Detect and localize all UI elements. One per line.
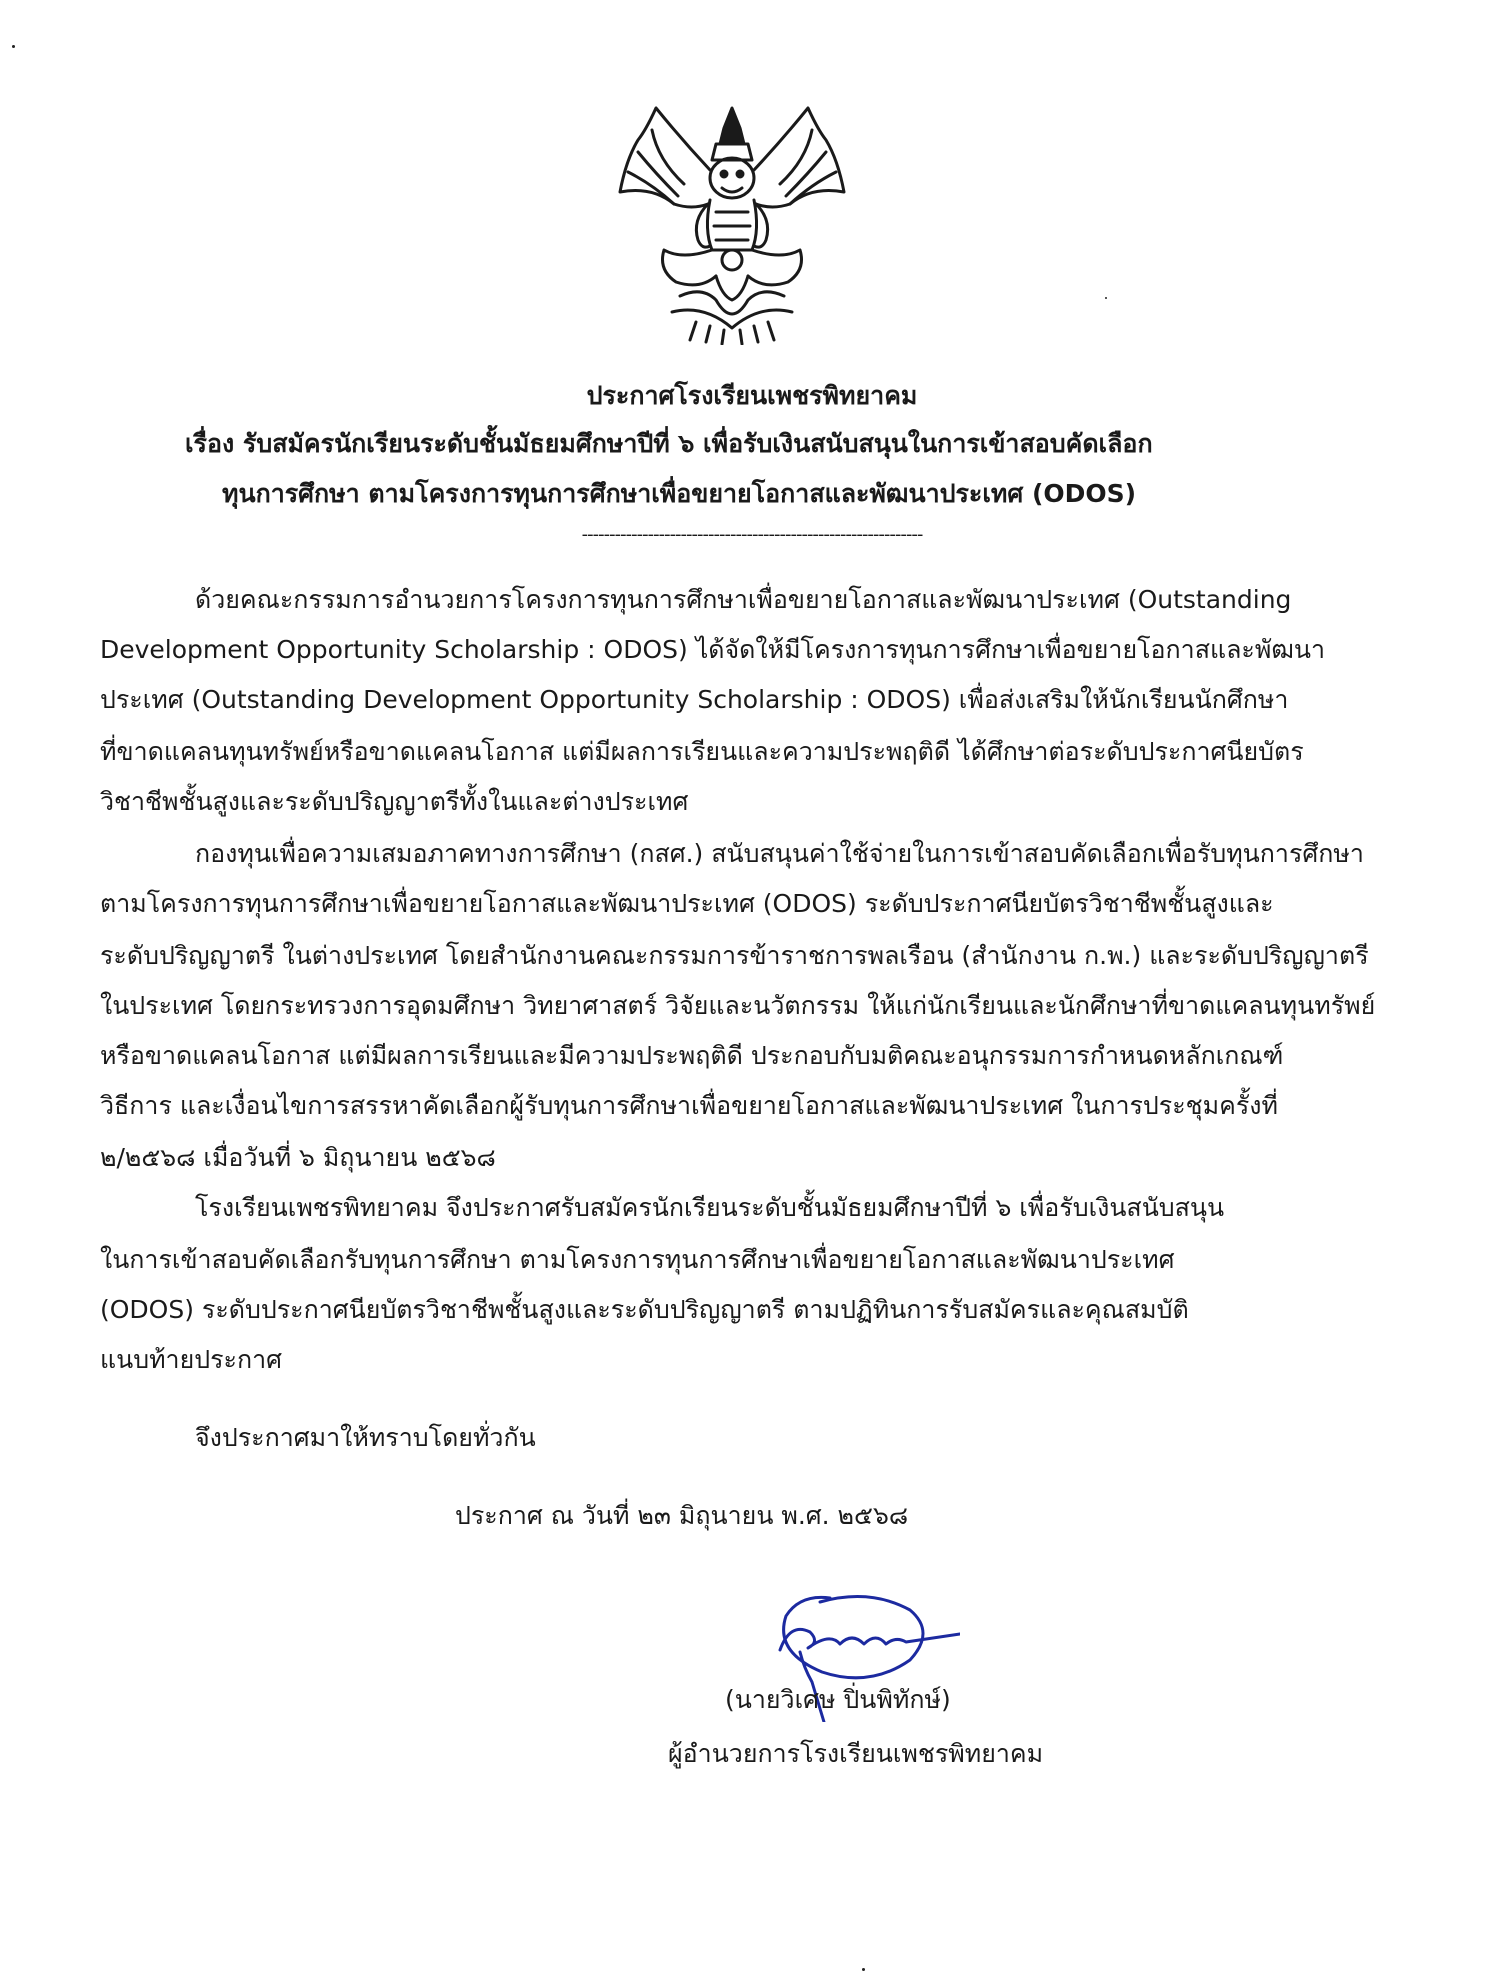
paragraph-line: ประเทศ (Outstanding Development Opportunity Scholarship : ODOS) เพื่อส่งเสริมให้นักเรียนนักศึกษา — [100, 685, 1289, 714]
paragraph-line: โรงเรียนเพชรพิทยาคม จึงประกาศรับสมัครนักเรียนระดับชั้นมัธยมศึกษาปีที่ ๖ เพื่อรับเงินสนับสนุน — [195, 1193, 1225, 1222]
paragraph-line: Development Opportunity Scholarship : ODOS) ได้จัดให้มีโครงการทุนการศึกษาเพื่อขยายโอกาสและพัฒนา — [100, 635, 1326, 664]
announcement-title: ประกาศโรงเรียนเพชรพิทยาคม — [586, 381, 918, 410]
paragraph-line: วิชาชีพชั้นสูงและระดับปริญญาตรีทั้งในและต่างประเทศ — [100, 787, 689, 816]
header-separator: -------------------------------------------------------------- — [581, 524, 923, 545]
paragraph-line: ที่ขาดแคลนทุนทรัพย์หรือขาดแคลนโอกาส แต่มีผลการเรียนและความประพฤติดี ได้ศึกษาต่อระดับประกาศนียบัตร — [100, 737, 1304, 766]
subject-line-1: เรื่อง รับสมัครนักเรียนระดับชั้นมัธยมศึกษาปีที่ ๖ เพื่อรับเงินสนับสนุนในการเข้าสอบคัดเลือก — [185, 429, 1153, 458]
subject-line-2: ทุนการศึกษา ตามโครงการทุนการศึกษาเพื่อขยายโอกาสและพัฒนาประเทศ (ODOS) — [222, 479, 1137, 508]
announcement-date: ประกาศ ณ วันที่ ๒๓ มิถุนายน พ.ศ. ๒๕๖๘ — [455, 1501, 909, 1530]
scan-speck — [12, 45, 15, 48]
paragraph-line: (ODOS) ระดับประกาศนียบัตรวิชาชีพชั้นสูงและระดับปริญญาตรี ตามปฏิทินการรับสมัครและคุณสมบัติ — [100, 1295, 1189, 1324]
scan-speck — [862, 1968, 865, 1971]
signatory-name: (นายวิเศษ ปิ่นพิทักษ์) — [725, 1685, 951, 1714]
paragraph-line: กองทุนเพื่อความเสมอภาคทางการศึกษา (กสศ.) สนับสนุนค่าใช้จ่ายในการเข้าสอบคัดเลือกเพื่อรับทุนการศึกษา — [195, 839, 1364, 868]
paragraph-line: ในการเข้าสอบคัดเลือกรับทุนการศึกษา ตามโครงการทุนการศึกษาเพื่อขยายโอกาสและพัฒนาประเทศ — [100, 1245, 1175, 1274]
paragraph-line: ด้วยคณะกรรมการอำนวยการโครงการทุนการศึกษาเพื่อขยายโอกาสและพัฒนาประเทศ (Outstanding — [195, 585, 1292, 614]
paragraph-line: ๒/๒๕๖๘ เมื่อวันที่ ๖ มิถุนายน ๒๕๖๘ — [100, 1143, 496, 1172]
paragraph-line: ระดับปริญญาตรี ในต่างประเทศ โดยสำนักงานคณะกรรมการข้าราชการพลเรือน (สำนักงาน ก.พ.) และระดับปริญญาตรี — [100, 941, 1369, 970]
paragraph-line: แนบท้ายประกาศ — [100, 1345, 283, 1374]
signatory-position: ผู้อำนวยการโรงเรียนเพชรพิทยาคม — [668, 1739, 1044, 1768]
paragraph-line: หรือขาดแคลนโอกาส แต่มีผลการเรียนและมีความประพฤติดี ประกอบกับมติคณะอนุกรรมการกำหนดหลักเกณฑ์ — [100, 1041, 1284, 1070]
paragraph-line: ตามโครงการทุนการศึกษาเพื่อขยายโอกาสและพัฒนาประเทศ (ODOS) ระดับประกาศนียบัตรวิชาชีพชั้นสูงและ — [100, 889, 1274, 918]
garuda-emblem-icon — [612, 100, 852, 345]
paragraph-line: ในประเทศ โดยกระทรวงการอุดมศึกษา วิทยาศาสตร์ วิจัยและนวัตกรรม ให้แก่นักเรียนและนักศึกษาที่ขาดแคลนทุนทรัพย์ — [100, 991, 1376, 1020]
scan-speck — [1105, 297, 1107, 299]
paragraph-line: วิธีการ และเงื่อนไขการสรรหาคัดเลือกผู้รับทุนการศึกษาเพื่อขยายโอกาสและพัฒนาประเทศ ในการประชุมครั้งที่ — [100, 1091, 1278, 1120]
closing-statement: จึงประกาศมาให้ทราบโดยทั่วกัน — [195, 1423, 536, 1452]
